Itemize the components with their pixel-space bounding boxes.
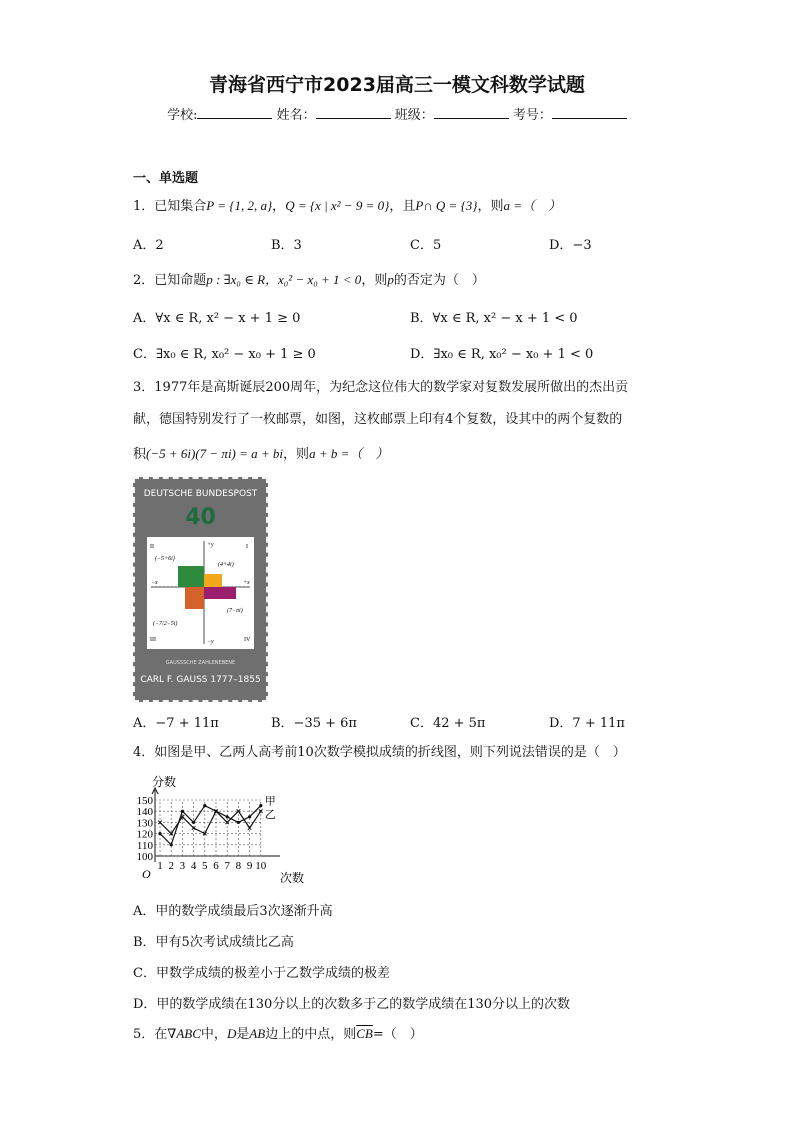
q5-triangle: ∇ABC — [167, 1026, 201, 1041]
quadrant-2: II — [150, 544, 154, 550]
stamp-subtitle: GAUSSSCHE ZAHLENEBENE — [165, 660, 236, 666]
question-1 — [133, 196, 561, 217]
x-tick-label: 3 — [179, 860, 186, 872]
x-tick-label: 1 — [157, 860, 163, 872]
q1-post: ，则 — [477, 199, 504, 214]
series-point-jia — [259, 804, 262, 807]
q3-line-2: 献，德国特别发行了一枚邮票，如图，这枚邮票上印有4个复数，设其中的两个复数的 — [133, 412, 623, 427]
stamp-value: 40 — [185, 505, 216, 530]
gauss-stamp — [133, 477, 268, 702]
z3-label: (7−πi) — [227, 608, 243, 614]
q1-set-p: P = {1, 2, a} — [206, 198, 273, 213]
question-2 — [133, 270, 485, 291]
section-heading: 一、单选题 — [133, 171, 199, 186]
series-point-jia — [158, 832, 161, 835]
q2-text: 2．已知命题 — [133, 273, 207, 288]
y-tick-label: 140 — [136, 806, 153, 819]
q4-option-c[interactable]: C．甲数学成绩的极差小于乙数学成绩的极差 — [133, 966, 390, 981]
q5-mid1: 中， — [200, 1027, 227, 1042]
stamp-footer: CARL F. GAUSS 1777–1855 — [140, 675, 261, 685]
score-line-chart — [130, 772, 305, 885]
stamp-header: DEUTSCHE BUNDESPOST — [143, 489, 258, 499]
q3-line-1: 3．1977年是高斯诞辰200周年，为纪念这位伟大的数学家对复数发展所做出的杰出贡 — [133, 380, 629, 395]
q1-option-c[interactable]: C．5 — [410, 238, 442, 253]
x-tick-label: 6 — [213, 860, 219, 872]
complex-plane-svg — [147, 537, 254, 649]
q1-condition: P∩ Q = {3} — [415, 198, 478, 213]
q1-option-d[interactable]: D．−3 — [549, 238, 592, 253]
x-tick-label: 10 — [255, 860, 267, 872]
class-label: 班级： — [394, 108, 434, 123]
y-tick-label: 120 — [136, 828, 153, 841]
series-point-jia — [192, 821, 195, 824]
minus-x-label: −x — [151, 580, 158, 586]
q2-option-a[interactable]: A．∀x ∈ R, x² − x + 1 ≥ 0 — [133, 311, 301, 326]
x-tick-label: 2 — [168, 860, 174, 872]
q5-point-d: D — [226, 1026, 237, 1041]
z2-label: (4+4i) — [218, 562, 234, 568]
quadrant-3: III — [150, 637, 156, 643]
page-title: 青海省西宁市2023届高三一模文科数学试题 — [209, 74, 585, 96]
x-tick-label: 9 — [246, 860, 253, 872]
quadrant-4: IV — [244, 637, 251, 643]
name-field[interactable] — [316, 106, 391, 119]
x-tick-label: 4 — [190, 860, 197, 872]
question-5 — [133, 1024, 423, 1045]
y-tick-label: 130 — [136, 817, 153, 830]
school-field[interactable] — [197, 106, 272, 119]
class-field[interactable] — [434, 106, 509, 119]
y-axis-label: 分数 — [152, 775, 177, 789]
q2-option-d[interactable]: D．∃x₀ ∈ R, x₀² − x₀ + 1 < 0 — [410, 347, 594, 362]
q3-line-3 — [133, 444, 388, 465]
q1-option-b[interactable]: B．3 — [271, 238, 302, 253]
series-point-jia — [170, 843, 173, 846]
plus-y-label: +y — [207, 542, 214, 548]
school-label: 学校: — [167, 108, 198, 123]
z1-label: (−5+6i) — [155, 556, 175, 562]
z4-label: (−7/2−5i) — [153, 621, 178, 627]
y-tick-label: 110 — [136, 839, 153, 852]
x-axis-label: 次数 — [280, 871, 305, 885]
q2-option-c[interactable]: C．∃x₀ ∈ R, x₀² − x₀ + 1 ≥ 0 — [133, 347, 316, 362]
q3-option-d[interactable]: D．7 + 11π — [549, 716, 625, 731]
origin-label: O — [142, 867, 151, 881]
number-field[interactable] — [552, 106, 627, 119]
q4-option-a[interactable]: A．甲的数学成绩最后3次逐渐升高 — [133, 904, 333, 919]
green-rect — [178, 566, 204, 587]
y-tick-label: 150 — [136, 795, 153, 807]
x-tick-label: 8 — [235, 860, 242, 872]
x-tick-label: 7 — [224, 860, 230, 872]
q1-set-q: Q = {x | x² − 9 = 0} — [285, 198, 390, 213]
q2-option-b[interactable]: B．∀x ∈ R, x² − x + 1 < 0 — [410, 311, 578, 326]
q3-ask: a + b =（ ） — [309, 446, 389, 461]
number-label: 考号： — [512, 108, 552, 123]
series-point-jia — [226, 815, 229, 818]
y-tick-label: 100 — [136, 851, 153, 863]
q2-proposition: p : ∃x₀ ∈ R，x₀² − x₀ + 1 < 0 — [206, 272, 362, 287]
q1-sep: ， — [272, 199, 286, 214]
series-point-jia — [203, 804, 206, 807]
student-info — [0, 104, 794, 123]
q5-vector-cb: $\overline{CB}$ — [356, 1026, 373, 1041]
minus-y-label: −y — [207, 639, 214, 645]
q1-text: 1．已知集合 — [133, 199, 207, 214]
q5-end: =（ ） — [372, 1027, 423, 1042]
line-chart-svg — [130, 772, 305, 885]
q2-post: ，则 — [361, 273, 388, 288]
orange-rect — [185, 587, 204, 609]
q3-pre: 积 — [133, 447, 147, 462]
q5-pre: 5．在 — [133, 1027, 168, 1042]
q2-end: 的否定为（ ） — [393, 273, 485, 288]
question-4: 4．如图是甲、乙两人高考前10次数学模拟成绩的折线图，则下列说法错误的是（ ） — [133, 745, 626, 760]
q3-option-b[interactable]: B．−35 + 6π — [271, 716, 357, 731]
q3-option-a[interactable]: A．−7 + 11π — [133, 716, 219, 731]
yellow-rect — [204, 574, 222, 587]
plus-x-label: +x — [243, 580, 250, 586]
q3-expression: (−5 + 6i)(7 − πi) = a + bi — [146, 446, 284, 461]
q3-mid: ，则 — [283, 447, 310, 462]
q5-mid2: 是 — [236, 1027, 250, 1042]
series-point-jia — [237, 821, 240, 824]
q1-ask: a =（ ） — [503, 198, 562, 213]
q5-mid3: 边上的中点，则 — [265, 1027, 357, 1042]
name-label: 姓名： — [276, 108, 316, 123]
x-tick-label: 5 — [202, 860, 208, 872]
purple-rect — [204, 587, 236, 599]
q4-option-b[interactable]: B．甲有5次考试成绩比乙高 — [133, 935, 294, 950]
q1-option-a[interactable]: A．2 — [133, 238, 164, 253]
q5-segment-ab: AB — [249, 1026, 266, 1041]
q1-mid: ，且 — [389, 199, 416, 214]
series-label-yi: 乙 — [264, 809, 276, 822]
series-label-jia: 甲 — [264, 795, 276, 808]
quadrant-1: I — [246, 544, 248, 550]
q4-option-d[interactable]: D．甲的数学成绩在130分以上的次数多于乙的数学成绩在130分以上的次数 — [133, 997, 571, 1012]
q3-option-c[interactable]: C．42 + 5π — [410, 716, 486, 731]
complex-plane — [147, 537, 254, 649]
q2-p: p — [387, 272, 394, 287]
series-point-jia — [248, 815, 251, 818]
series-point-jia — [181, 810, 184, 813]
